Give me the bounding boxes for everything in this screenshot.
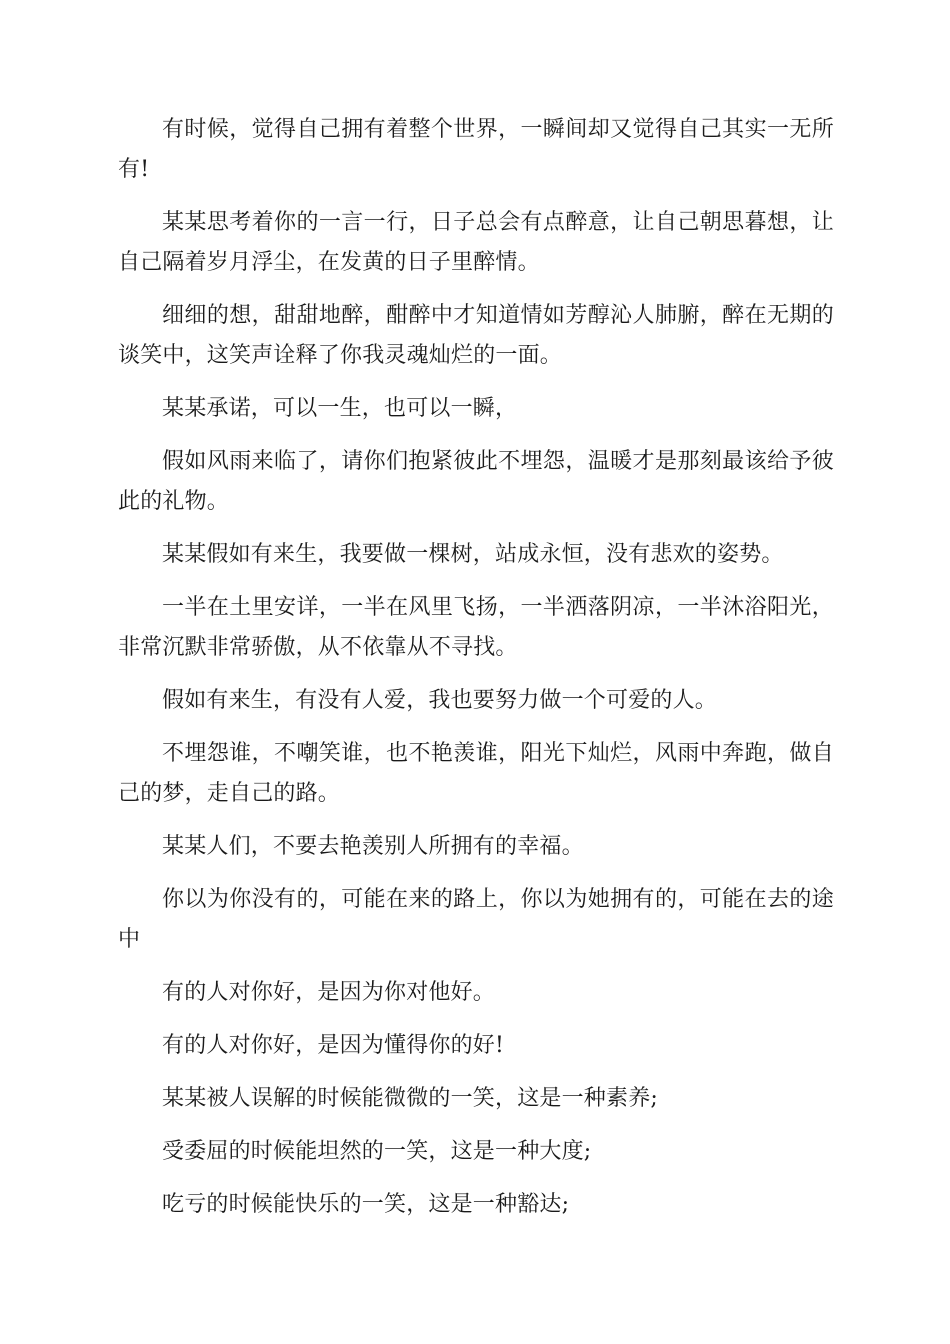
paragraph: 某某被人误解的时候能微微的一笑，这是一种素养; <box>162 1086 659 1111</box>
document-body <box>118 110 834 1238</box>
paragraph: 某某承诺，可以一生，也可以一瞬， <box>162 396 518 421</box>
paragraph: 受委屈的时候能坦然的一笑，这是一种大度; <box>162 1139 592 1164</box>
paragraph: 细细的想，甜甜地醉，酣醉中才知道情如芳醇沁人肺腑，醉在无期的谈笑中，这笑声诠释了你我灵魂灿烂的一面。 <box>118 303 834 368</box>
paragraph: 某某假如有来生，我要做一棵树，站成永恒，没有悲欢的姿势。 <box>162 542 784 567</box>
paragraph: 假如有来生，有没有人爱，我也要努力做一个可爱的人。 <box>162 688 718 713</box>
paragraph: 你以为你没有的，可能在来的路上，你以为她拥有的，可能在去的途中 <box>118 887 834 952</box>
paragraph: 不埋怨谁，不嘲笑谁，也不艳羡谁，阳光下灿烂，风雨中奔跑，做自己的梦，走自己的路。 <box>118 741 834 806</box>
paragraph: 有的人对你好，是因为你对他好。 <box>162 980 496 1005</box>
paragraph: 有的人对你好，是因为懂得你的好! <box>162 1033 505 1058</box>
paragraph: 吃亏的时候能快乐的一笑，这是一种豁达; <box>162 1192 570 1217</box>
paragraph: 一半在土里安详，一半在风里飞扬，一半洒落阴凉，一半沐浴阳光，非常沉默非常骄傲，从不依靠从不寻找。 <box>118 595 834 660</box>
paragraph: 有时候，觉得自己拥有着整个世界，一瞬间却又觉得自己其实一无所有! <box>118 117 834 182</box>
paragraph: 某某思考着你的一言一行，日子总会有点醉意，让自己朝思暮想，让自己隔着岁月浮尘，在发黄的日子里醉情。 <box>118 210 834 275</box>
paragraph: 假如风雨来临了，请你们抱紧彼此不埋怨，温暖才是那刻最该给予彼此的礼物。 <box>118 449 834 514</box>
paragraph: 某某人们，不要去艳羡别人所拥有的幸福。 <box>162 834 584 859</box>
